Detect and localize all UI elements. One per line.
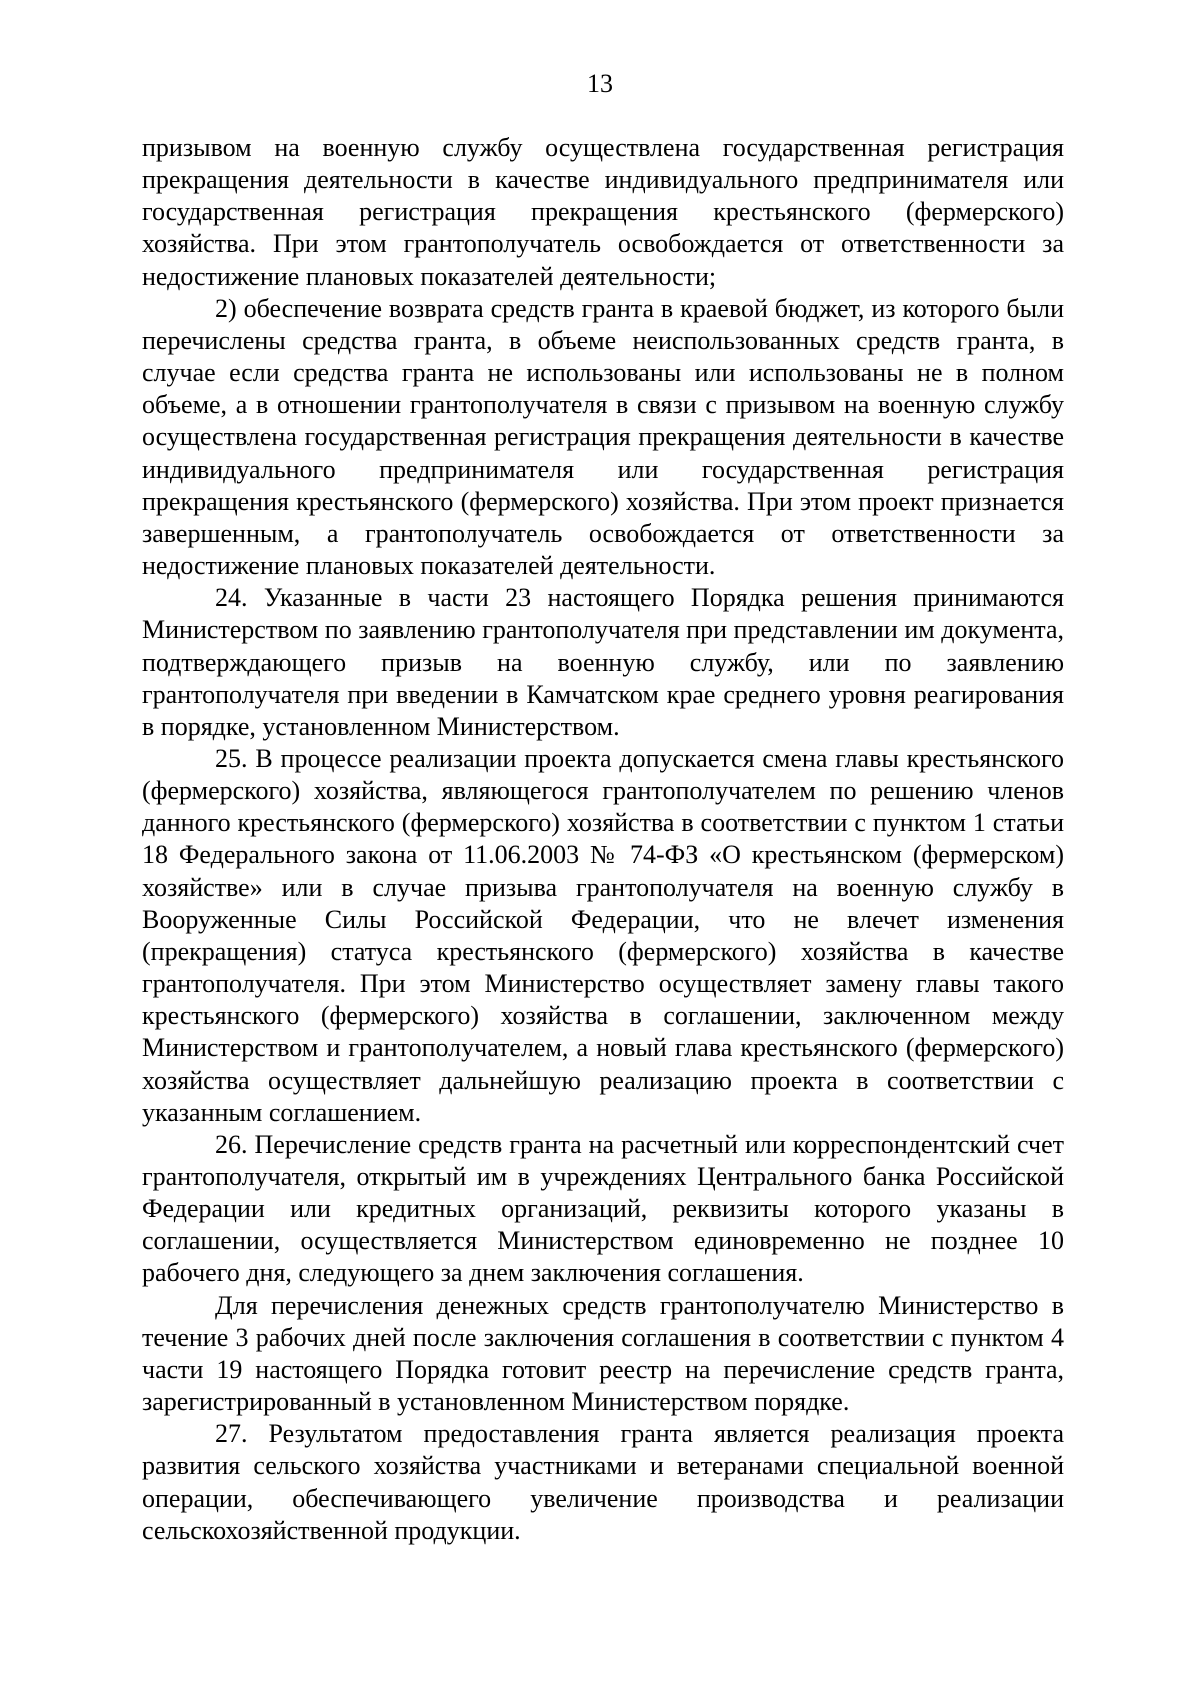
paragraph-24: 24. Указанные в части 23 настоящего Порядка решения принимаются Министерством по заявлению грантополучателя при представлении им документа, подтверждающего призыв на военную службу, или по заявлению грантополучателя при введении в Камчатском крае среднего уровня реагирования в порядке, установленном Министерством. — [142, 583, 1064, 741]
paragraph-26: 26. Перечисление средств гранта на расчетный или корреспондентский счет грантополучателя, открытый им в учреждениях Центрального банка Российской Федерации или кредитных организаций, реквизиты которого указаны в соглашении, осуществляется Министерством единовременно не позднее 10 рабочего дня, следующего за днем заключения соглашения. — [142, 1129, 1064, 1288]
page-number: 13 — [587, 69, 613, 98]
paragraph-25: 25. В процессе реализации проекта допускается смена главы крестьянского (фермерского) хозяйства, являющегося грантополучателем по решению членов данного крестьянского (фермерского) хозяйства в соответствии с пунктом 1 статьи 18 Федерального закона от 11.06.2003 № 74-ФЗ «О крестьянском (фермерском) хозяйстве» или в случае призыва грантополучателя на военную службу в Вооруженные Силы Российской Федерации, что не влечет изменения (прекращения) статуса крестьянского (фермерского) хозяйства в качестве грантополучателя. При этом Министерство осуществляет замену главы такого крестьянского (фермерского) хозяйства в соглашении, заключенном между Министерством и грантополучателем, а новый глава крестьянского (фермерского) хозяйства осуществляет дальнейшую реализацию проекта в соответствии с указанным соглашением. — [142, 743, 1064, 1127]
paragraph-continuation: призывом на военную службу осуществлена государственная регистрация прекращения деятельности в качестве индивидуального предпринимателя или государственная регистрация прекращения крестьянского (фермерского) хозяйства. При этом грантополучатель освобождается от ответственности за недостижение плановых показателей деятельности; — [142, 133, 1064, 291]
document-body — [142, 132, 1064, 1547]
paragraph-26-transfer: Для перечисления денежных средств грантополучателю Министерство в течение 3 рабочих дней после заключения соглашения в соответствии с пунктом 4 части 19 настоящего Порядка готовит реестр на перечисление средств гранта, зарегистрированный в установленном Министерством порядке. — [142, 1290, 1064, 1417]
paragraph-item-2: 2) обеспечение возврата средств гранта в краевой бюджет, из которого были перечислены средства гранта, в объеме неиспользованных средств гранта, в случае если средства гранта не использованы или использованы не в полном объеме, а в отношении грантополучателя в связи с призывом на военную службу осуществлена государственная регистрация прекращения деятельности в качестве индивидуального предпринимателя или государственная регистрация прекращения крестьянского (фермерского) хозяйства. При этом проект признается завершенным, а грантополучатель освобождается от ответственности за недостижение плановых показателей деятельности. — [142, 293, 1064, 581]
paragraph-27: 27. Результатом предоставления гранта является реализация проекта развития сельского хозяйства участниками и ветеранами специальной военной операции, обеспечивающего увеличение производства и реализации сельскохозяйственной продукции. — [142, 1419, 1064, 1545]
